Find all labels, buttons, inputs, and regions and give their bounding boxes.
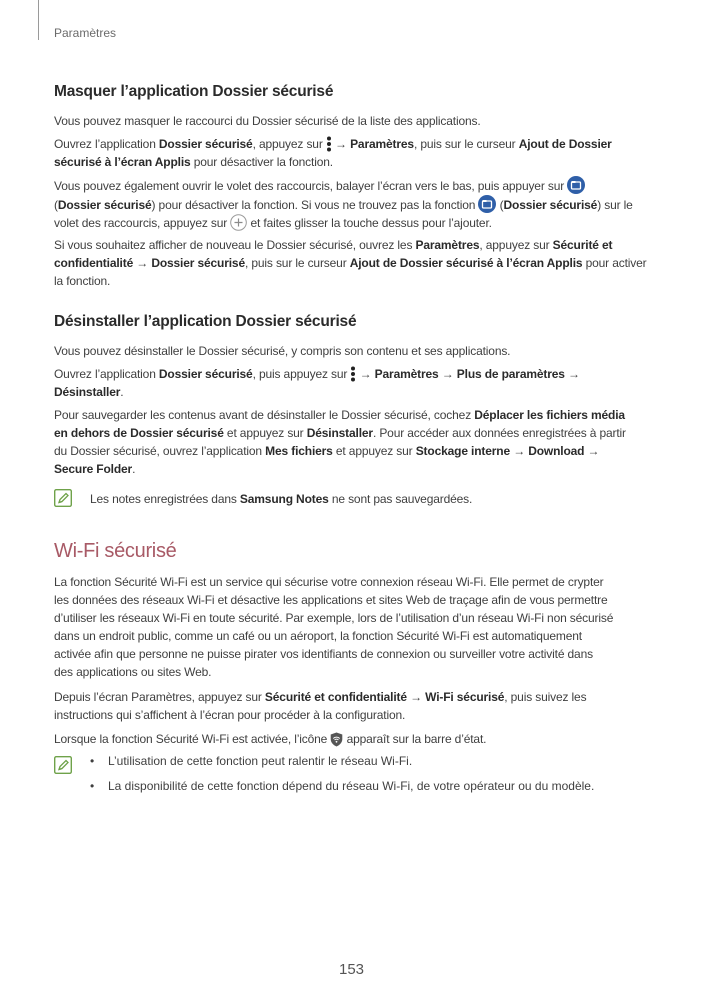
section-title-hide-app: Masquer l’application Dossier sécurisé bbox=[54, 83, 334, 100]
page-header: Paramètres bbox=[54, 26, 117, 40]
note-icon bbox=[54, 756, 72, 774]
paragraph: Si vous souhaitez afficher de nouveau le Dossier sécurisé, ouvrez les Paramètres, appuyez sur Sécurité et confidentialité → Dossier sécurisé, puis sur le curseur Ajout de Dossier sécurisé à l’écran Applis pour activer la fonction. bbox=[54, 238, 647, 288]
secure-folder-icon bbox=[567, 176, 585, 194]
note-icon bbox=[54, 489, 72, 507]
page-number: 153 bbox=[338, 961, 365, 978]
paragraph: La fonction Sécurité Wi-Fi est un service qui sécurise votre connexion réseau Wi-Fi. Elle permet de crypter les données des réseaux Wi-Fi et désactive les applications et sites Web de traçage afin de vous permettre d’utiliser les réseaux Wi-Fi en toute sécurité. Par exemple, lors de l’utilisation d’un réseau Wi-Fi non sécurisé dans un endroit public, comme un café ou un aéroport, la fonction Sécurité Wi-Fi est automatiquement activée afin que personne ne puisse pirater vos identifiants de connexion ou surveiller votre activité dans des applications ou sites Web. bbox=[54, 575, 614, 679]
paragraph: Ouvrez l’application Dossier sécurisé, appuyez sur → Paramètres, puis sur le curseur Ajout de Dossier sécurisé à l’écran Applis pour désactiver la fonction. bbox=[54, 137, 612, 169]
secure-folder-icon bbox=[478, 195, 496, 213]
bullet-item: • L’utilisation de cette fonction peut ralentir le réseau Wi-Fi. bbox=[90, 754, 413, 768]
paragraph: Lorsque la fonction Sécurité Wi-Fi est activée, l’icône apparaît sur la barre d’état. bbox=[54, 732, 487, 746]
paragraph: Vous pouvez désinstaller le Dossier sécurisé, y compris son contenu et ses applications. bbox=[54, 344, 511, 358]
note-text: Les notes enregistrées dans Samsung Notes ne sont pas sauvegardées. bbox=[90, 492, 473, 506]
paragraph: Depuis l’écran Paramètres, appuyez sur Sécurité et confidentialité → Wi-Fi sécurisé, puis suivez les instructions qui s’affichent à l’écran pour procéder à la configuration. bbox=[54, 690, 587, 722]
paragraph: Ouvrez l’application Dossier sécurisé, puis appuyez sur → Paramètres → Plus de paramètres → Désinstaller. bbox=[54, 367, 580, 399]
header-rule bbox=[38, 0, 39, 40]
bullet-item: • La disponibilité de cette fonction dépend du réseau Wi-Fi, de votre opérateur ou du modèle. bbox=[90, 779, 595, 793]
paragraph: Pour sauvegarder les contenus avant de désinstaller le Dossier sécurisé, cochez Déplacer les fichiers média en dehors de Dossier sécurisé et appuyez sur Désinstaller. Pour accéder aux données enregistrées à partir du Dossier sécurisé, ouvrez l’application Mes fichiers et appuyez sur Stockage interne → Download → Secure Folder. bbox=[54, 408, 626, 476]
section-title-secure-wifi: Wi-Fi sécurisé bbox=[54, 540, 177, 562]
section-title-uninstall: Désinstaller l’application Dossier sécurisé bbox=[54, 313, 357, 330]
add-icon bbox=[230, 214, 247, 231]
shield-icon bbox=[330, 732, 343, 747]
paragraph: Vous pouvez masquer le raccourci du Dossier sécurisé de la liste des applications. bbox=[54, 114, 481, 128]
paragraph: Vous pouvez également ouvrir le volet des raccourcis, balayer l’écran vers le bas, puis appuyer sur (Dossier sécurisé) pour désactiver la fonction. Si vous ne trouvez pas la fonction (Dossier sécurisé) sur le volet des raccourcis, appuyez sur et faites glisser la touche dessus pour l’ajouter. bbox=[54, 176, 654, 232]
